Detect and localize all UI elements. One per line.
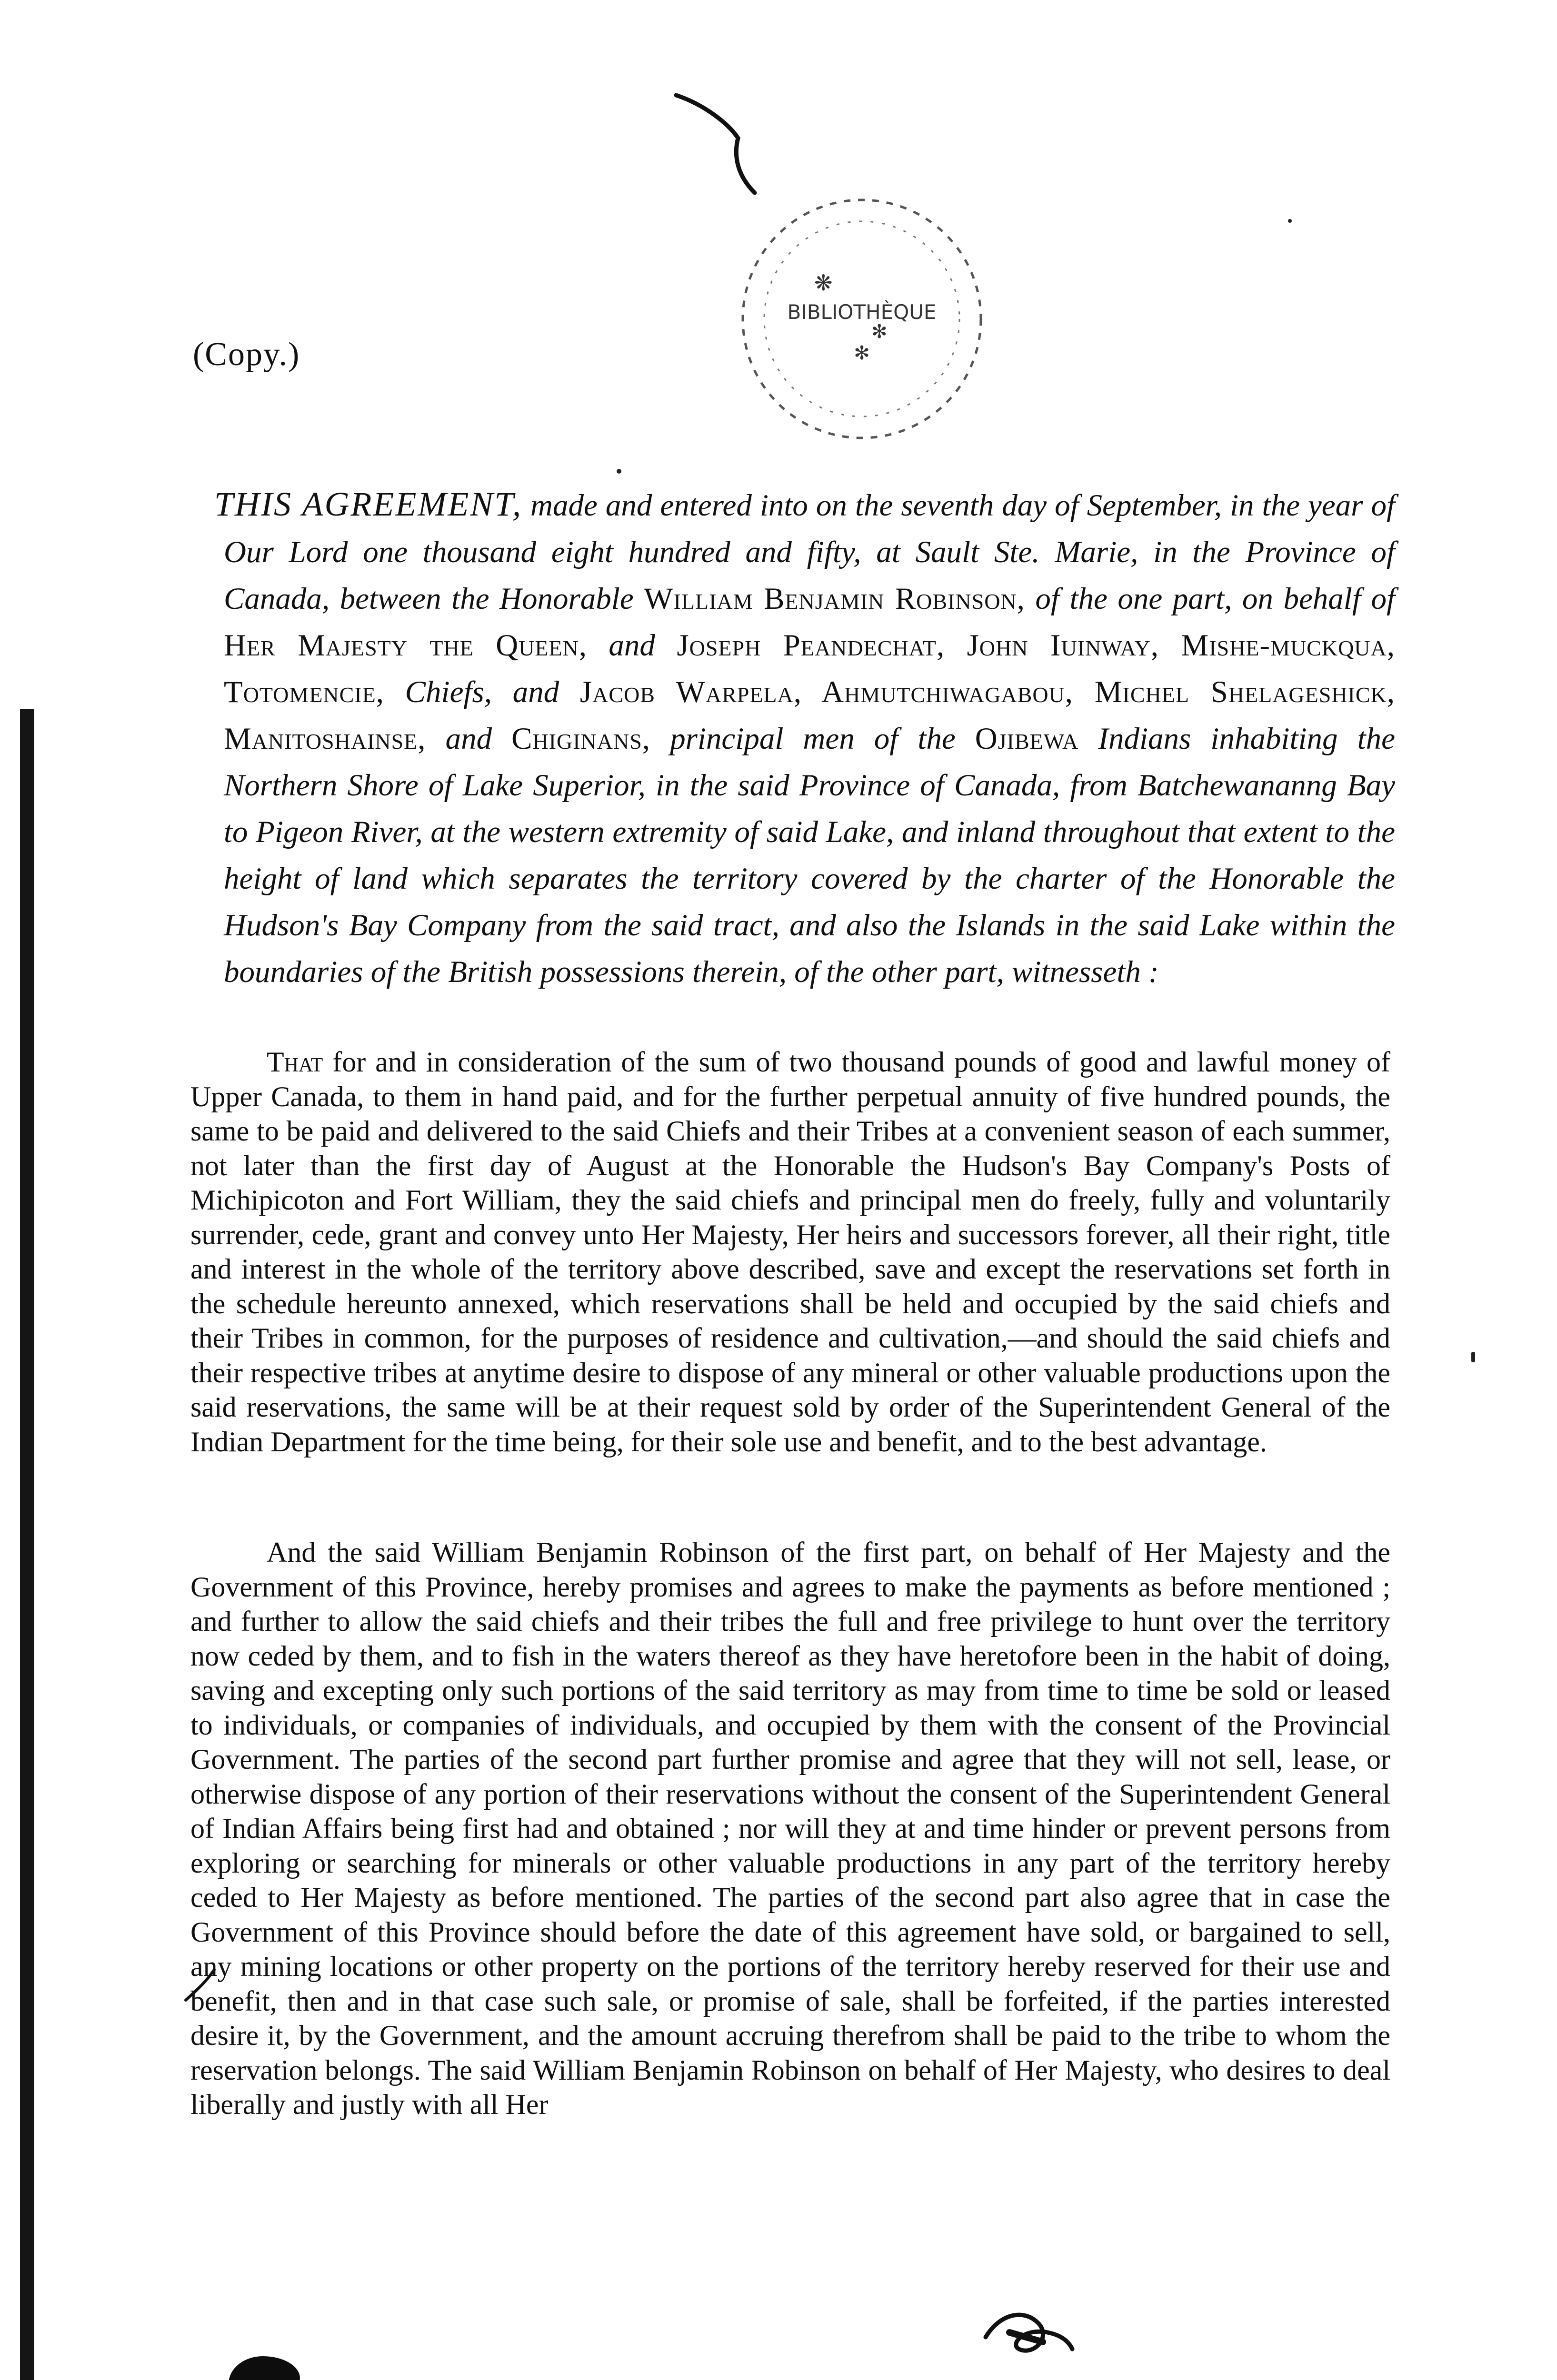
preamble-text-1: made and entered into on the seventh day of September, in the year of Our Lord one thousand eight hundred and fifty, at Sault Ste. Marie, in the Province of Canada, between the Honorable [224, 488, 1395, 616]
paragraph-first-word: That [267, 1046, 323, 1078]
consideration-text: for and in consideration of the sum of two thousand pounds of good and lawful money of Upper Canada, to them in hand paid, and for the further perpetual annuity of five hundred pounds, the same to be paid and delivered to the said Chiefs and their Tribes at a convenient season of each summer, not later than the first day of August at the Honorable the Hudson's Bay Company's Posts of Michipicoton and Fort William, they the said chiefs and principal men do freely, fully and voluntarily surrender, cede, grant and convey unto Her Majesty, Her heirs and successors forever, all their right, title and interest in the whole of the territory above described, save and except the reservations set forth in the schedule hereunto annexed, which reservations shall be held and occupied by the said chiefs and their Tribes in common, for the purposes of residence and cultivation,—and should the said chiefs and their respective tribes at anytime desire to dispose of any mineral or other valuable productions upon the said reservations, the same will be at their request sold by order of the Superintendent General of the Indian Department for the time being, for their sole use and benefit, and to the best advantage. [190, 1046, 1390, 1458]
svg-text:✻: ✻ [871, 321, 888, 343]
consideration-paragraph [190, 1045, 1390, 1459]
preamble-text-4: Chiefs, and [384, 675, 580, 709]
preamble-text-5: and [426, 722, 512, 756]
agreement-heading: THIS AGREEMENT, [214, 485, 523, 523]
ink-speck [1471, 1352, 1475, 1362]
ink-speck [617, 469, 621, 474]
margin-stroke [181, 1966, 224, 2004]
promises-paragraph: And the said William Benjamin Robinson of the first part, on behalf of Her Majesty and the Government of this Province, hereby promises and agrees to make the payments as before mentioned ; and further to allow the said chiefs and their tribes the full and free privilege to hunt over the territory now ceded by them, and to fish in the waters thereof as they have heretofore been in the habit of doing, saving and excepting only such portions of the said territory as may from time to time be sold or leased to individuals, or companies of individuals, and occupied by them with the consent of the Provincial Government. The parties of the second part further promise and agree that they will not sell, lease, or otherwise dispose of any portion of their reservations without the consent of the Superintendent General of Indian Affairs being first had and obtained ; nor will they at and time hinder or prevent persons from exploring or searching for minerals or other valuable productions in any part of the territory hereby ceded to Her Majesty as before mentioned. The parties of the second part also agree that in case the Government of this Province should before the date of this agreement have sold, or bargained to sell, any mining locations or other property on the portions of the territory hereby reserved for their use and benefit, then and in that case such sale, or promise of sale, shall be forfeited, if the parties interested desire it, by the Government, and the amount accruing therefrom shall be paid to the tribe to whom the reservation belongs. The said William Benjamin Robinson on behalf of Her Majesty, who desires to deal liberally and justly with all Her [190, 1537, 1390, 2120]
agreement-preamble [214, 481, 1396, 995]
principal-men-names: Jacob Warpela, Ahmutchiwagabou, Michel Shelageshick, Manitoshainse, [224, 675, 1395, 756]
chiefs-names: Joseph Peandechat, John Iuinway, Mishe-muckqua, Totomencie, [224, 628, 1395, 709]
svg-text:✻: ✻ [854, 342, 870, 364]
copy-label: (Copy.) [193, 336, 300, 373]
library-stamp [729, 186, 995, 452]
ink-speck [1288, 219, 1292, 223]
preamble-text-6: principal men of the [650, 722, 975, 756]
chiginans-name: Chiginans, [511, 722, 651, 756]
preamble-text-2: of the one part, on behalf of [1025, 582, 1396, 616]
stamp-text: BIBLIOTHÈQUE [787, 300, 937, 324]
svg-text:❋: ❋ [814, 270, 833, 296]
ink-blot [229, 2356, 300, 2380]
signature-mark [981, 2304, 1076, 2366]
preamble-text-7: Indians inhabiting the Northern Shore of Lake Superior, in the said Province of Canada, from Batchewananng Bay to Pigeon River, at the western extremity of said Lake, and inland throughout that extent to the height of land which separates the territory covered by the charter of the Honorable the Hudson's Bay Company from the said tract, and also the Islands in the said Lake within the boundaries of the British possessions therein, of the other part, witnesseth : [224, 722, 1395, 989]
preamble-text-3: and [587, 628, 677, 663]
binding-edge-mark [20, 709, 34, 2380]
ink-stroke [667, 86, 762, 200]
commissioner-name: William Benjamin Robinson, [644, 582, 1025, 616]
crown-name: Her Majesty the Queen, [224, 628, 588, 663]
ojibewa-name: Ojibewa [975, 722, 1079, 756]
